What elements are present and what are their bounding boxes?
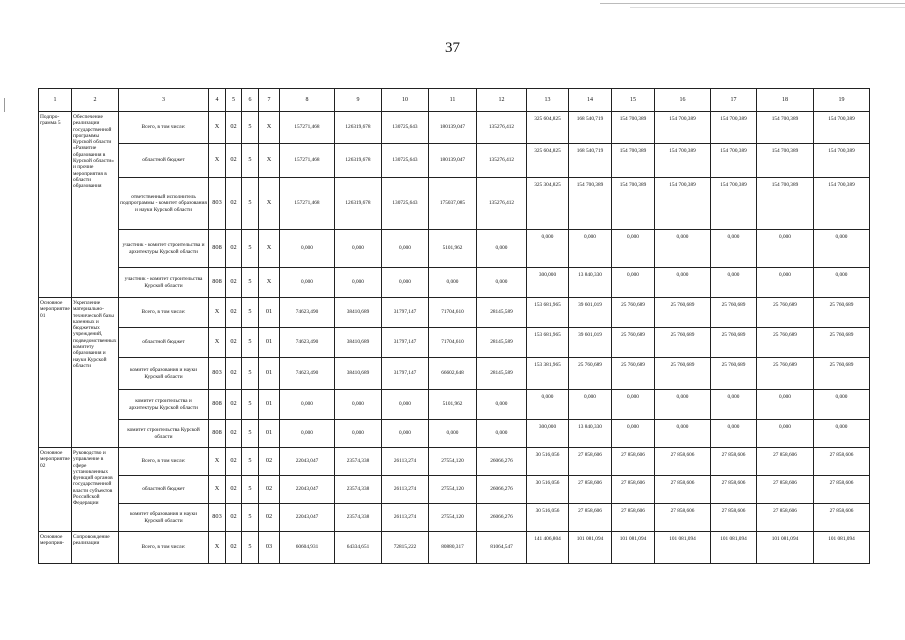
amount-cell: 154 700,389 xyxy=(814,178,870,230)
funding-source-cell: комитет строительства и архитектуры Курской области xyxy=(119,390,209,420)
amount-cell: 25 760,689 xyxy=(814,298,870,328)
amount-cell: 27 858,606 xyxy=(655,476,711,504)
amount-cell: 0,000 xyxy=(335,390,382,420)
amount-cell: 30 516,056 xyxy=(527,504,569,532)
code-cell: Х xyxy=(259,178,280,230)
amount-cell: 26066,276 xyxy=(477,448,527,476)
header-cell-16: 16 xyxy=(655,89,711,112)
amount-cell: 27554,120 xyxy=(429,476,477,504)
page-number: 37 xyxy=(445,40,460,56)
amount-cell: 66602,648 xyxy=(429,358,477,390)
code-cell: 5 xyxy=(242,178,259,230)
amount-cell: 180139,047 xyxy=(429,144,477,178)
code-cell: Х xyxy=(259,112,280,144)
amount-cell: 23574,338 xyxy=(335,504,382,532)
amount-cell: 0,000 xyxy=(711,420,757,448)
amount-cell: 27 858,606 xyxy=(814,504,870,532)
code-cell: 803 xyxy=(209,178,226,230)
funding-source-cell: Всего, в том числе: xyxy=(119,298,209,328)
table-row xyxy=(39,476,870,504)
amount-cell: 26113,274 xyxy=(382,504,429,532)
amount-cell: 38410,689 xyxy=(335,298,382,328)
amount-cell: 0,000 xyxy=(814,420,870,448)
measure-id-cell: Подпро-грамма 5 xyxy=(39,112,72,298)
amount-cell: 38410,689 xyxy=(335,358,382,390)
table-row xyxy=(39,178,870,230)
table-row xyxy=(39,448,870,476)
code-cell: 02 xyxy=(226,178,242,230)
amount-cell: 25 760,689 xyxy=(655,358,711,390)
amount-cell: 0,000 xyxy=(382,268,429,298)
amount-cell: 71704,610 xyxy=(429,298,477,328)
header-cell-6: 6 xyxy=(242,89,259,112)
amount-cell: 27 858,606 xyxy=(569,504,612,532)
amount-cell: 180139,047 xyxy=(429,112,477,144)
code-cell: 02 xyxy=(226,144,242,178)
code-cell: 02 xyxy=(226,112,242,144)
amount-cell: 25 760,689 xyxy=(711,328,757,358)
amount-cell: 0,000 xyxy=(711,230,757,268)
amount-cell: 0,000 xyxy=(757,268,814,298)
header-cell-8: 8 xyxy=(280,89,335,112)
measure-name-cell: Руководство и управление в сфере установленных функций органов государственной власти субъектов Российской Федерации xyxy=(72,448,119,532)
amount-cell: 135276,412 xyxy=(477,144,527,178)
amount-cell: 126319,678 xyxy=(335,144,382,178)
amount-cell: 0,000 xyxy=(612,390,655,420)
amount-cell: 27 858,606 xyxy=(814,476,870,504)
amount-cell: 0,000 xyxy=(814,390,870,420)
amount-cell: 101 081,094 xyxy=(711,532,757,564)
amount-cell: 0,000 xyxy=(612,230,655,268)
amount-cell: 0,000 xyxy=(382,390,429,420)
amount-cell: 154 700,389 xyxy=(711,178,757,230)
amount-cell: 81064,547 xyxy=(477,532,527,564)
amount-cell: 0,000 xyxy=(757,390,814,420)
table-row xyxy=(39,144,870,178)
table-row xyxy=(39,358,870,390)
amount-cell: 0,000 xyxy=(477,230,527,268)
header-cell-9: 9 xyxy=(335,89,382,112)
code-cell: Х xyxy=(209,144,226,178)
header-cell-7: 7 xyxy=(259,89,280,112)
amount-cell: 154 700,389 xyxy=(814,112,870,144)
amount-cell: 25 760,689 xyxy=(711,298,757,328)
code-cell: Х xyxy=(259,268,280,298)
amount-cell: 39 601,019 xyxy=(569,298,612,328)
code-cell: Х xyxy=(209,112,226,144)
code-cell: 02 xyxy=(226,476,242,504)
table-row xyxy=(39,298,870,328)
amount-cell: 153 681,965 xyxy=(527,328,569,358)
header-row xyxy=(39,89,870,112)
amount-cell: 25 760,689 xyxy=(569,358,612,390)
amount-cell: 26113,274 xyxy=(382,448,429,476)
amount-cell: 27 858,606 xyxy=(711,504,757,532)
amount-cell: 22043,047 xyxy=(280,476,335,504)
amount-cell: 74623,490 xyxy=(280,328,335,358)
code-cell: 5 xyxy=(242,504,259,532)
code-cell: Х xyxy=(209,532,226,564)
code-cell: 5 xyxy=(242,358,259,390)
header-cell-15: 15 xyxy=(612,89,655,112)
amount-cell: 0,000 xyxy=(814,268,870,298)
table-row xyxy=(39,268,870,298)
amount-cell: 25 760,689 xyxy=(757,298,814,328)
amount-cell: 101 081,094 xyxy=(612,532,655,564)
amount-cell: 25 760,689 xyxy=(757,328,814,358)
amount-cell: 74623,490 xyxy=(280,298,335,328)
amount-cell: 141 406,804 xyxy=(527,532,569,564)
amount-cell: 25 760,689 xyxy=(655,328,711,358)
amount-cell: 27 858,606 xyxy=(569,476,612,504)
table-row xyxy=(39,390,870,420)
amount-cell: 126319,678 xyxy=(335,178,382,230)
amount-cell: 157271,468 xyxy=(280,112,335,144)
amount-cell: 38410,689 xyxy=(335,328,382,358)
header-cell-12: 12 xyxy=(477,89,527,112)
header-cell-5: 5 xyxy=(226,89,242,112)
amount-cell: 0,000 xyxy=(477,390,527,420)
header-cell-18: 18 xyxy=(757,89,814,112)
amount-cell: 27 858,606 xyxy=(757,448,814,476)
code-cell: 02 xyxy=(226,532,242,564)
amount-cell: 300,000 xyxy=(527,268,569,298)
amount-cell: 27 858,606 xyxy=(757,504,814,532)
funding-source-cell: комитет образования и науки Курской области xyxy=(119,504,209,532)
code-cell: 02 xyxy=(226,268,242,298)
code-cell: 02 xyxy=(226,230,242,268)
funding-source-cell: участник - комитет строительства Курской области xyxy=(119,268,209,298)
table-row xyxy=(39,532,870,564)
budget-table xyxy=(38,88,870,564)
amount-cell: 130725,643 xyxy=(382,112,429,144)
amount-cell: 80880,317 xyxy=(429,532,477,564)
header-cell-19: 19 xyxy=(814,89,870,112)
amount-cell: 27 858,606 xyxy=(711,448,757,476)
header-cell-14: 14 xyxy=(569,89,612,112)
amount-cell: 60604,931 xyxy=(280,532,335,564)
scan-artifact-line xyxy=(630,7,905,8)
amount-cell: 27 858,606 xyxy=(655,504,711,532)
amount-cell: 0,000 xyxy=(655,420,711,448)
amount-cell: 22043,047 xyxy=(280,448,335,476)
amount-cell: 5101,962 xyxy=(429,390,477,420)
code-cell: 5 xyxy=(242,230,259,268)
amount-cell: 28145,589 xyxy=(477,298,527,328)
code-cell: 02 xyxy=(226,420,242,448)
table-row xyxy=(39,328,870,358)
amount-cell: 22043,047 xyxy=(280,504,335,532)
amount-cell: 0,000 xyxy=(335,268,382,298)
amount-cell: 27 858,606 xyxy=(612,504,655,532)
code-cell: 5 xyxy=(242,328,259,358)
amount-cell: 130725,643 xyxy=(382,178,429,230)
code-cell: 808 xyxy=(209,390,226,420)
funding-source-cell: Всего, в том числе: xyxy=(119,532,209,564)
code-cell: Х xyxy=(209,298,226,328)
amount-cell: 27 858,606 xyxy=(655,448,711,476)
amount-cell: 157271,468 xyxy=(280,178,335,230)
amount-cell: 154 700,389 xyxy=(711,112,757,144)
code-cell: 02 xyxy=(259,504,280,532)
funding-source-cell: ответственный исполнитель подпрограммы - комитет образования и науки Курской области xyxy=(119,178,209,230)
code-cell: 02 xyxy=(259,476,280,504)
amount-cell: 101 081,094 xyxy=(814,532,870,564)
amount-cell: 168 540,719 xyxy=(569,144,612,178)
amount-cell: 26066,276 xyxy=(477,476,527,504)
amount-cell: 0,000 xyxy=(711,268,757,298)
funding-source-cell: комитет образования и науки Курской области xyxy=(119,358,209,390)
amount-cell: 39 601,019 xyxy=(569,328,612,358)
amount-cell: 27 858,606 xyxy=(612,448,655,476)
amount-cell: 325 304,825 xyxy=(527,178,569,230)
code-cell: 808 xyxy=(209,230,226,268)
amount-cell: 153 381,965 xyxy=(527,358,569,390)
code-cell: 5 xyxy=(242,144,259,178)
amount-cell: 26113,274 xyxy=(382,476,429,504)
amount-cell: 126319,678 xyxy=(335,112,382,144)
amount-cell: 0,000 xyxy=(527,230,569,268)
amount-cell: 0,000 xyxy=(280,230,335,268)
code-cell: 02 xyxy=(226,298,242,328)
scan-artifact-mark xyxy=(4,98,5,112)
amount-cell: 0,000 xyxy=(429,268,477,298)
code-cell: 01 xyxy=(259,420,280,448)
amount-cell: 27554,120 xyxy=(429,504,477,532)
amount-cell: 31797,147 xyxy=(382,298,429,328)
amount-cell: 13 840,330 xyxy=(569,268,612,298)
measure-id-cell: Основное мероприятие 02 xyxy=(39,448,72,532)
amount-cell: 28145,589 xyxy=(477,328,527,358)
amount-cell: 154 700,389 xyxy=(814,144,870,178)
amount-cell: 23574,338 xyxy=(335,476,382,504)
code-cell: 01 xyxy=(259,328,280,358)
amount-cell: 0,000 xyxy=(711,390,757,420)
amount-cell: 0,000 xyxy=(569,230,612,268)
amount-cell: 153 681,965 xyxy=(527,298,569,328)
amount-cell: 0,000 xyxy=(527,390,569,420)
header-cell-4: 4 xyxy=(209,89,226,112)
amount-cell: 154 700,389 xyxy=(757,178,814,230)
header-cell-13: 13 xyxy=(527,89,569,112)
amount-cell: 0,000 xyxy=(612,420,655,448)
amount-cell: 0,000 xyxy=(814,230,870,268)
amount-cell: 0,000 xyxy=(335,420,382,448)
table-row xyxy=(39,112,870,144)
code-cell: 02 xyxy=(226,358,242,390)
amount-cell: 25 760,689 xyxy=(711,358,757,390)
amount-cell: 154 700,389 xyxy=(612,144,655,178)
amount-cell: 135276,412 xyxy=(477,112,527,144)
amount-cell: 25 760,689 xyxy=(757,358,814,390)
amount-cell: 0,000 xyxy=(382,420,429,448)
amount-cell: 0,000 xyxy=(280,420,335,448)
code-cell: 5 xyxy=(242,390,259,420)
amount-cell: 0,000 xyxy=(477,420,527,448)
amount-cell: 25 760,689 xyxy=(655,298,711,328)
amount-cell: 154 700,389 xyxy=(569,178,612,230)
header-cell-2: 2 xyxy=(72,89,119,112)
amount-cell: 64334,651 xyxy=(335,532,382,564)
amount-cell: 154 700,389 xyxy=(757,112,814,144)
code-cell: 02 xyxy=(259,448,280,476)
measure-id-cell: Основное мероприя- xyxy=(39,532,72,564)
amount-cell: 101 081,094 xyxy=(569,532,612,564)
header-cell-11: 11 xyxy=(429,89,477,112)
code-cell: 5 xyxy=(242,268,259,298)
code-cell: Х xyxy=(209,328,226,358)
measure-name-cell: Укрепление материально-технической базы казенных и бюджетных учреждений, подведомственных комитету образования и науки Курской области xyxy=(72,298,119,448)
amount-cell: 154 700,389 xyxy=(612,178,655,230)
amount-cell: 0,000 xyxy=(429,420,477,448)
amount-cell: 0,000 xyxy=(655,390,711,420)
amount-cell: 135276,412 xyxy=(477,178,527,230)
amount-cell: 154 700,389 xyxy=(655,144,711,178)
amount-cell: 0,000 xyxy=(569,390,612,420)
amount-cell: 28145,589 xyxy=(477,358,527,390)
amount-cell: 101 081,094 xyxy=(757,532,814,564)
amount-cell: 13 840,330 xyxy=(569,420,612,448)
amount-cell: 5101,962 xyxy=(429,230,477,268)
funding-source-cell: областной бюджет xyxy=(119,144,209,178)
amount-cell: 71704,610 xyxy=(429,328,477,358)
measure-id-cell: Основное мероприятие 01 xyxy=(39,298,72,448)
header-cell-1: 1 xyxy=(39,89,72,112)
amount-cell: 25 760,689 xyxy=(612,358,655,390)
amount-cell: 325 604,825 xyxy=(527,112,569,144)
table-body xyxy=(39,89,870,564)
scan-artifact-line xyxy=(600,3,905,4)
amount-cell: 168 540,719 xyxy=(569,112,612,144)
code-cell: 02 xyxy=(226,390,242,420)
amount-cell: 72815,222 xyxy=(382,532,429,564)
code-cell: 803 xyxy=(209,504,226,532)
amount-cell: 0,000 xyxy=(612,268,655,298)
code-cell: 5 xyxy=(242,420,259,448)
amount-cell: 154 700,389 xyxy=(655,112,711,144)
amount-cell: 0,000 xyxy=(335,230,382,268)
code-cell: 02 xyxy=(226,328,242,358)
amount-cell: 154 700,389 xyxy=(757,144,814,178)
code-cell: 01 xyxy=(259,358,280,390)
amount-cell: 27 858,606 xyxy=(612,476,655,504)
table-row xyxy=(39,230,870,268)
funding-source-cell: Всего, в том числе: xyxy=(119,112,209,144)
amount-cell: 154 700,389 xyxy=(612,112,655,144)
amount-cell: 0,000 xyxy=(477,268,527,298)
code-cell: 5 xyxy=(242,476,259,504)
table-row xyxy=(39,420,870,448)
amount-cell: 27 858,606 xyxy=(569,448,612,476)
header-cell-17: 17 xyxy=(711,89,757,112)
header-cell-10: 10 xyxy=(382,89,429,112)
amount-cell: 300,000 xyxy=(527,420,569,448)
amount-cell: 31797,147 xyxy=(382,328,429,358)
amount-cell: 0,000 xyxy=(655,268,711,298)
code-cell: Х xyxy=(259,230,280,268)
funding-source-cell: областной бюджет xyxy=(119,476,209,504)
amount-cell: 154 700,389 xyxy=(655,178,711,230)
code-cell: 808 xyxy=(209,420,226,448)
amount-cell: 30 516,056 xyxy=(527,476,569,504)
amount-cell: 0,000 xyxy=(280,390,335,420)
amount-cell: 23574,338 xyxy=(335,448,382,476)
amount-cell: 0,000 xyxy=(382,230,429,268)
amount-cell: 0,000 xyxy=(757,420,814,448)
code-cell: Х xyxy=(209,448,226,476)
code-cell: 5 xyxy=(242,298,259,328)
measure-name-cell: Сопровождение реализации xyxy=(72,532,119,564)
header-cell-3: 3 xyxy=(119,89,209,112)
code-cell: 5 xyxy=(242,448,259,476)
amount-cell: 26066,276 xyxy=(477,504,527,532)
code-cell: 02 xyxy=(226,504,242,532)
amount-cell: 325 604,825 xyxy=(527,144,569,178)
amount-cell: 0,000 xyxy=(757,230,814,268)
amount-cell: 25 760,689 xyxy=(814,328,870,358)
amount-cell: 154 700,389 xyxy=(711,144,757,178)
amount-cell: 175037,085 xyxy=(429,178,477,230)
amount-cell: 30 516,056 xyxy=(527,448,569,476)
amount-cell: 25 760,689 xyxy=(612,298,655,328)
code-cell: 01 xyxy=(259,390,280,420)
table-row xyxy=(39,504,870,532)
code-cell: 03 xyxy=(259,532,280,564)
code-cell: 01 xyxy=(259,298,280,328)
amount-cell: 25 760,689 xyxy=(814,358,870,390)
code-cell: 5 xyxy=(242,112,259,144)
amount-cell: 27 858,606 xyxy=(814,448,870,476)
funding-source-cell: участник - комитет строительства и архитектуры Курской области xyxy=(119,230,209,268)
amount-cell: 0,000 xyxy=(280,268,335,298)
amount-cell: 74623,490 xyxy=(280,358,335,390)
code-cell: 808 xyxy=(209,268,226,298)
amount-cell: 27 858,606 xyxy=(757,476,814,504)
code-cell: Х xyxy=(209,476,226,504)
code-cell: 5 xyxy=(242,532,259,564)
amount-cell: 101 081,094 xyxy=(655,532,711,564)
funding-source-cell: комитет строительства Курской области xyxy=(119,420,209,448)
amount-cell: 31797,147 xyxy=(382,358,429,390)
amount-cell: 27554,120 xyxy=(429,448,477,476)
code-cell: 02 xyxy=(226,448,242,476)
measure-name-cell: Обеспечение реализации государственной программы Курской области «Развитие образования в Курской области» и прочие мероприятия в области образования xyxy=(72,112,119,298)
amount-cell: 157271,468 xyxy=(280,144,335,178)
amount-cell: 130725,643 xyxy=(382,144,429,178)
funding-source-cell: Всего, в том числе: xyxy=(119,448,209,476)
amount-cell: 0,000 xyxy=(655,230,711,268)
code-cell: 803 xyxy=(209,358,226,390)
code-cell: Х xyxy=(259,144,280,178)
funding-source-cell: областной бюджет xyxy=(119,328,209,358)
amount-cell: 27 858,606 xyxy=(711,476,757,504)
amount-cell: 25 760,689 xyxy=(612,328,655,358)
